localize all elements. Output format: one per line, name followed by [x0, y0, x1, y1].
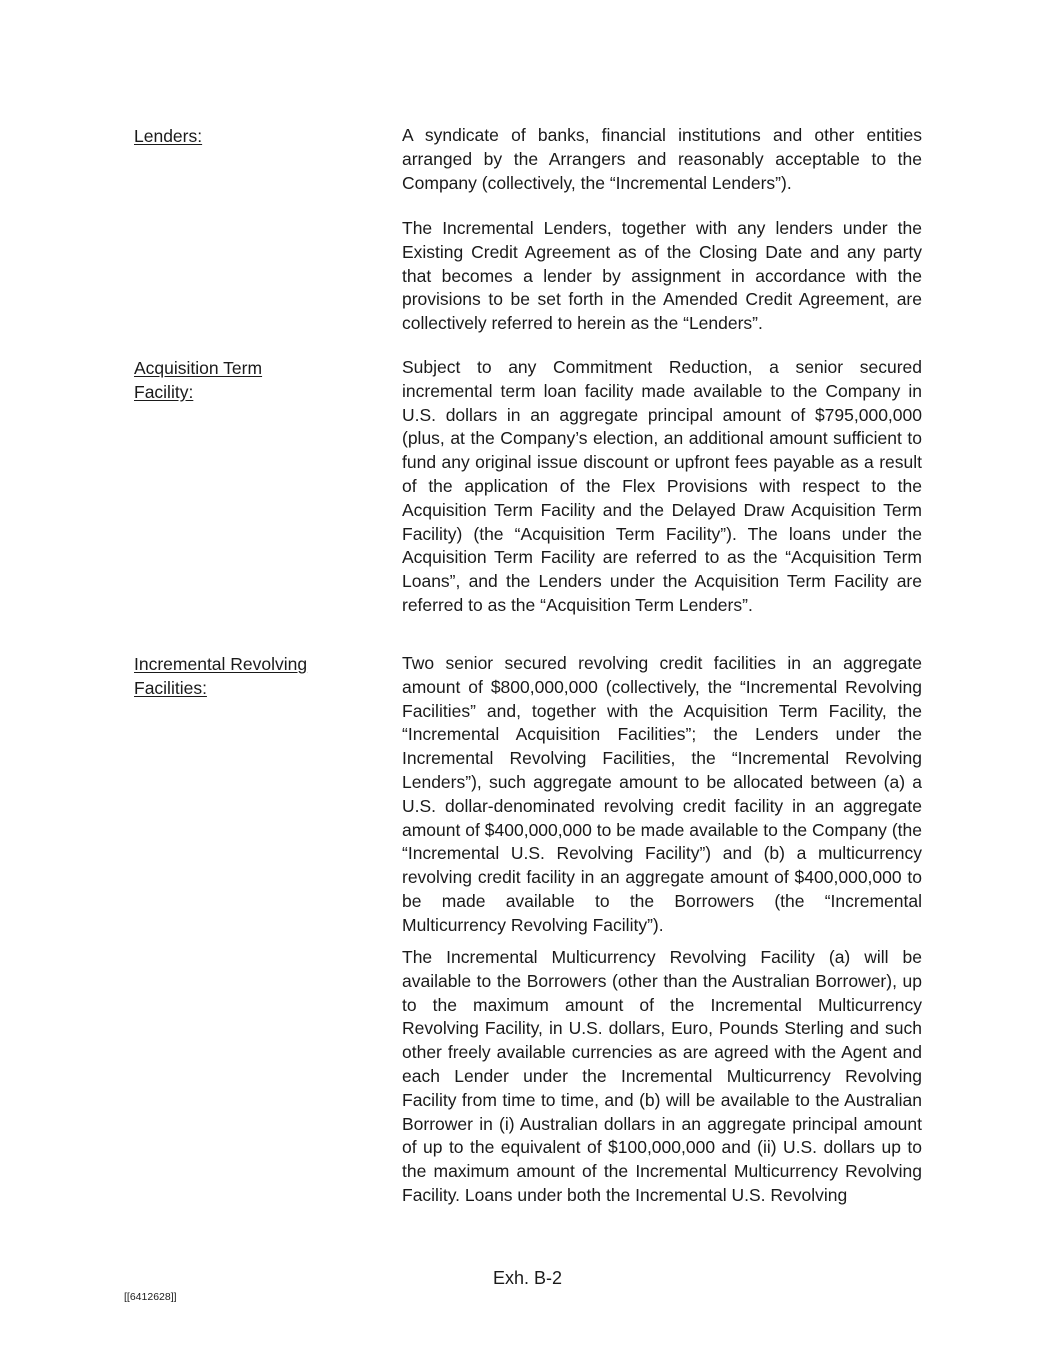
acquisition-term-facility-paragraph: Subject to any Commitment Reduction, a senior secured incremental term loan facility made available to the Company in U.S. dollars in an aggregate principal amount of $795,000,000 (plus, at the Company’s election, an additional amount sufficient to fund any original issue discount or upfront fees payable as a result of the application of the Flex Provisions with respect to the Acquisition Term Facility and the Delayed Draw Acquisition Term Facility) (the “Acquisition Term Facility”). The loans under the Acquisition Term Facility are referred to as the “Acquisition Term Loans”, and the Lenders under the Acquisition Term Facility are referred to as the “Acquisition Term Lenders”. — [402, 357, 922, 615]
section-label-lenders: Lenders: — [134, 126, 203, 146]
lenders-paragraph-2: The Incremental Lenders, together with any lenders under the Existing Credit Agreement as of the Closing Date and any party that becomes a lender by assignment in accordance with the provisions to be set forth in the Amended Credit Agreement, are collectively referred to herein as the “Lenders”. — [402, 218, 922, 334]
section-label-incremental-revolving-facilities: Incremental Revolving Facilities: — [134, 654, 308, 698]
incremental-revolving-paragraph-2: The Incremental Multicurrency Revolving Facility (a) will be available to the Borrowers (other than the Australian Borrower), up to the maximum amount of the Incremental Multicurrency Revolving Facility, in U.S. dollars, Euro, Pounds Sterling and such other freely available currencies as are agreed with the Agent and each Lender under the Incremental Multicurrency Revolving Facility from time to time, and (b) will be available to the Australian Borrower in (i) Australian dollars in an aggregate principal amount of up to the equivalent of $100,000,000 and (ii) U.S. dollars up to the maximum amount of the Incremental Multicurrency Revolving Facility. Loans under both the Incremental U.S. Revolving — [402, 947, 922, 1205]
section-label-acquisition-term-facility: Acquisition Term Facility: — [134, 358, 263, 402]
page-number: Exh. B-2 — [492, 1268, 563, 1288]
incremental-revolving-paragraph-1: Two senior secured revolving credit facilities in an aggregate amount of $800,000,000 (collectively, the “Incremental Revolving Facilities” and, together with the Acquisition Term Facility, the “Incremental Acquisition Facilities”; the Lenders under the Incremental Revolving Facilities, the “Incremental Revolving Lenders”), such aggregate amount to be allocated between (a) a U.S. dollar-denominated revolving credit facility in an aggregate amount of $400,000,000 to be made available to the Company (the “Incremental U.S. Revolving Facility”) and (b) a multicurrency revolving credit facility in an aggregate amount of $400,000,000 to be made available to the Borrowers (the “Incremental Multicurrency Revolving Facility”). — [402, 653, 922, 935]
lenders-paragraph-1: A syndicate of banks, financial institutions and other entities arranged by the Arrangers and reasonably acceptable to the Company (collectively, the “Incremental Lenders”). — [402, 125, 922, 193]
document-id: [[6412628]] — [124, 1291, 177, 1303]
